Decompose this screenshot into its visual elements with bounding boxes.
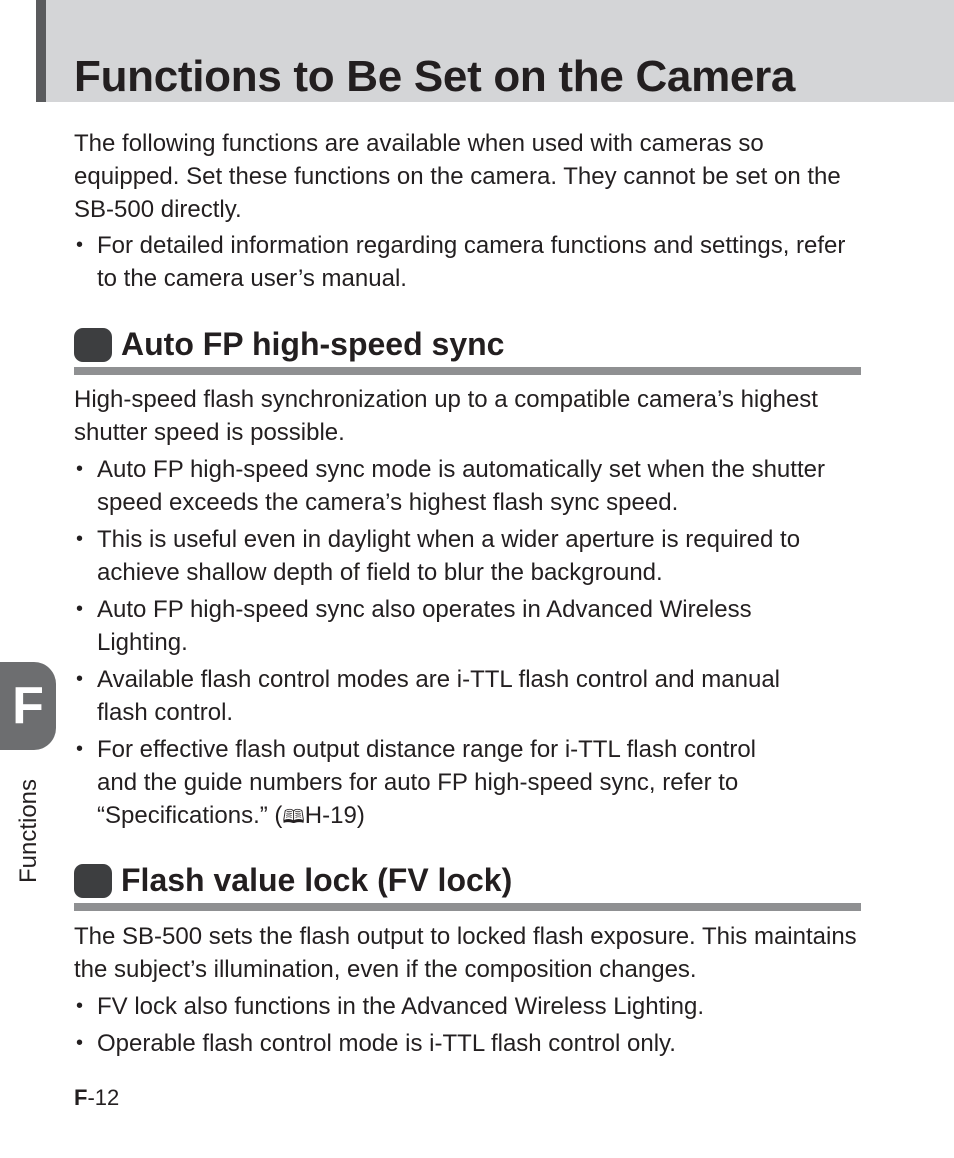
list-item (74, 453, 864, 519)
section-marker-icon (74, 864, 112, 898)
bullet-text: FV lock also functions in the Advanced Wireless Lighting. (97, 993, 704, 1020)
page-number (74, 1084, 119, 1112)
section-heading-fv-lock (74, 858, 861, 902)
page-title: Functions to Be Set on the Camera (74, 52, 796, 101)
intro-paragraph: The following functions are available when used with cameras so equipped. Set these functions on the camera. They cannot be set on the SB-500 directly. (74, 130, 841, 223)
section-title: Flash value lock (FV lock) (121, 862, 513, 898)
bullet-dot: • (76, 234, 84, 256)
bullet-text-after: ) (356, 802, 365, 829)
bullet-dot: • (76, 1032, 84, 1054)
section-rule (74, 367, 861, 375)
list-item (74, 593, 774, 659)
section-paragraph: The SB-500 sets the flash output to locked flash exposure. This maintains the subject’s illumination, even if the composition changes. (74, 923, 857, 983)
bullet-dot: • (76, 458, 84, 480)
section-marker-icon (74, 328, 112, 362)
bullet-text: This is useful even in daylight when a wider aperture is required to achieve shallow depth of field to blur the background. (97, 526, 801, 586)
page-number-letter: F (74, 1085, 88, 1110)
chapter-tab[interactable] (0, 662, 56, 750)
page-number-value: -12 (87, 1085, 120, 1110)
section-title: Auto FP high-speed sync (121, 326, 505, 362)
section-rule (74, 903, 861, 911)
bullet-text: Operable flash control mode is i-TTL flash control only. (97, 1030, 676, 1057)
list-item (74, 1027, 864, 1060)
bullet-text: Auto FP high-speed sync also operates in Advanced Wireless Lighting. (97, 596, 752, 656)
header-accent-bar (36, 0, 46, 102)
section-paragraph: High-speed flash synchronization up to a compatible camera’s highest shutter speed is possible. (74, 386, 818, 446)
page-reference: H-19 (304, 802, 357, 829)
chapter-side-label: Functions (15, 778, 42, 884)
bullet-dot: • (76, 528, 84, 550)
list-item (74, 663, 819, 729)
section-heading-auto-fp (74, 322, 861, 366)
bullet-dot: • (76, 598, 84, 620)
list-item (74, 990, 864, 1023)
list-item (74, 523, 864, 589)
bullet-dot: • (76, 668, 84, 690)
bullet-text: For detailed information regarding camera functions and settings, refer to the camera user’s manual. (97, 232, 846, 292)
bullet-dot: • (76, 995, 84, 1017)
bullet-text-before: For effective flash output distance range for i-TTL flash control and the guide numbers for auto FP high-speed sync, refer to “Specifications.” ( (97, 736, 756, 829)
book-icon: 🕮 (282, 807, 305, 828)
list-item (74, 733, 799, 834)
bullet-dot: • (76, 738, 84, 760)
intro-bullet (74, 229, 864, 295)
bullet-text: Auto FP high-speed sync mode is automatically set when the shutter speed exceeds the camera’s highest flash sync speed. (97, 456, 825, 516)
bullet-text: Available flash control modes are i-TTL flash control and manual flash control. (97, 666, 781, 726)
chapter-tab-letter: F (12, 677, 44, 735)
